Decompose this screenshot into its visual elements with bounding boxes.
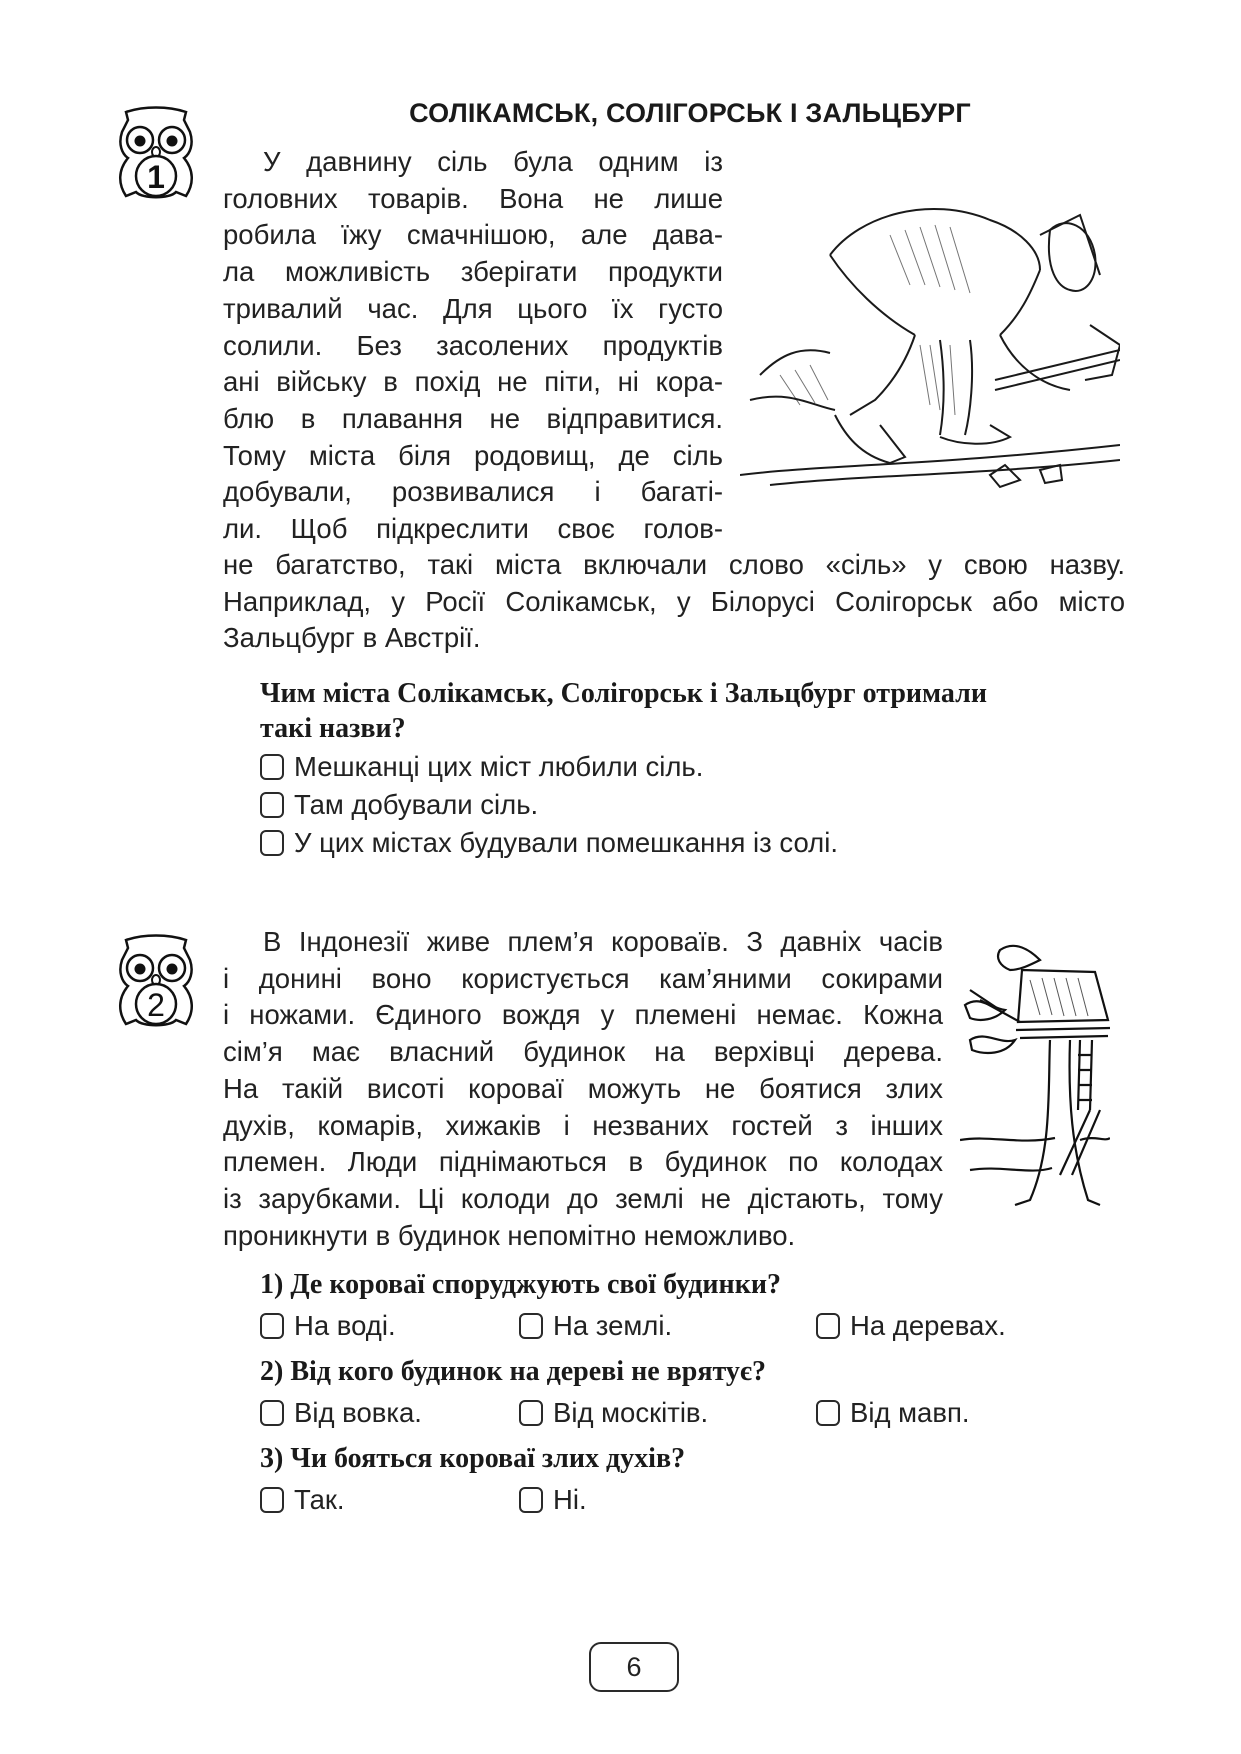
- question-line: Чим міста Солікамськ, Солігорськ і Зальцбург отримали: [260, 678, 987, 709]
- text-line: сім’я має власний будинок на верхівці дерева.: [223, 1036, 943, 1068]
- checkbox[interactable]: [260, 1400, 284, 1426]
- text-line: солили. Без засолених продуктів: [223, 329, 723, 361]
- text-line: головних товарів. Вона не лише: [223, 182, 723, 214]
- checkbox[interactable]: [260, 792, 284, 818]
- task-1-option-1[interactable]: [260, 751, 703, 783]
- text-line: добували, розвивалися і багаті-: [223, 476, 723, 508]
- task-2-q1-option-1[interactable]: [260, 1310, 396, 1342]
- text-line: робила їжу смачнішою, але дава-: [223, 219, 723, 251]
- owl-number-2-icon: [114, 932, 198, 1030]
- text-line: В Індонезії живе плем’я короваїв. З давніх часів: [263, 926, 943, 957]
- text-line: ла можливість зберігати продукти: [223, 256, 723, 288]
- checkbox[interactable]: [816, 1400, 840, 1426]
- task-2-q3-option-2[interactable]: [519, 1484, 587, 1516]
- text-line: блю в плавання не відправитися.: [223, 402, 723, 434]
- option-label: Так.: [294, 1484, 345, 1515]
- question-line: такі назви?: [260, 713, 406, 744]
- tree-house-illustration: [960, 930, 1110, 1220]
- task-2-question-2: 2) Від кого будинок на дереві не врятує?: [260, 1356, 766, 1387]
- text-line: не багатство, такі міста включали слово «сіль» у свою назву.: [223, 549, 1125, 580]
- checkbox[interactable]: [260, 754, 284, 780]
- checkbox[interactable]: [519, 1313, 543, 1339]
- owl-icon: [114, 104, 198, 202]
- svg-text:2: 2: [147, 987, 165, 1023]
- checkbox[interactable]: [519, 1487, 543, 1513]
- option-label: На деревах.: [850, 1310, 1006, 1341]
- task-1-option-2[interactable]: [260, 789, 538, 821]
- text-line: і ножами. Єдиного вождя у племені немає. Кожна: [223, 999, 943, 1031]
- page-number-value: 6: [626, 1651, 642, 1682]
- task-2-question-1: 1) Де короваї споруджують свої будинки?: [260, 1269, 781, 1300]
- option-label: У цих містах будували помешкання із солі.: [294, 827, 838, 858]
- task-2-q1-option-2[interactable]: [519, 1310, 672, 1342]
- svg-text:1: 1: [147, 159, 165, 195]
- task-1-question: [260, 676, 1140, 746]
- task-2-question-3: 3) Чи бояться короваї злих духів?: [260, 1443, 686, 1474]
- page-number: [589, 1642, 679, 1692]
- text-line: Тому міста біля родовищ, де сіль: [223, 439, 723, 471]
- text-line: У давнину сіль була одним із: [263, 146, 723, 177]
- text-line: духів, комарів, хижаків і незваних гостей з інших: [223, 1109, 943, 1141]
- text-line: із зарубками. Ці колоди до землі не дістають, тому: [223, 1182, 943, 1214]
- option-label: Там добували сіль.: [294, 789, 539, 820]
- text-line: Наприклад, у Росії Солікамськ, у Білорусі Солігорськ або місто: [223, 585, 1125, 617]
- owl-number-1-icon: [114, 104, 198, 202]
- checkbox[interactable]: [260, 1487, 284, 1513]
- task-2-q3-option-1[interactable]: [260, 1484, 345, 1516]
- page-title: СОЛІКАМСЬК, СОЛІГОРСЬК І ЗАЛЬЦБУРГ: [409, 98, 971, 128]
- checkbox[interactable]: [260, 1313, 284, 1339]
- text-line: і донині воно користується кам’яними сокирами: [223, 962, 943, 994]
- text-line: тривалий час. Для цього їх густо: [223, 292, 723, 324]
- task-1-option-3[interactable]: [260, 827, 838, 859]
- option-label: На воді.: [294, 1310, 396, 1341]
- text-line: На такій висоті коровaї можуть не боятися злих: [223, 1072, 943, 1104]
- text-line: ані війську в похід не піти, ні кора-: [223, 366, 723, 398]
- checkbox[interactable]: [519, 1400, 543, 1426]
- task-2-text: [223, 924, 943, 1254]
- task-2-q2-option-3[interactable]: [816, 1397, 969, 1429]
- option-label: Від вовка.: [294, 1397, 422, 1428]
- option-label: Від москітів.: [553, 1397, 709, 1428]
- tree-house-drawing-icon: [960, 930, 1110, 1220]
- task-2-q2-option-1[interactable]: [260, 1397, 422, 1429]
- task-2-q2-option-2[interactable]: [519, 1397, 708, 1429]
- owl-icon: [114, 932, 198, 1030]
- salt-miner-illustration: [740, 175, 1120, 495]
- task-2-q1-option-3[interactable]: [816, 1310, 1006, 1342]
- checkbox[interactable]: [816, 1313, 840, 1339]
- text-line: ли. Щоб підкреслити своє голов-: [223, 513, 723, 545]
- text-line: племен. Люди піднімаються в будинок по колодах: [223, 1146, 943, 1178]
- miner-drawing-icon: [740, 175, 1120, 495]
- option-label: Мешканці цих міст любили сіль.: [294, 751, 704, 782]
- option-label: Від мавп.: [850, 1397, 970, 1428]
- text-line: Зальцбург в Австрії.: [223, 622, 481, 654]
- text-line: проникнути в будинок непомітно неможливо.: [223, 1219, 796, 1251]
- task-1-text-wrapped: [223, 144, 723, 548]
- checkbox[interactable]: [260, 830, 284, 856]
- option-label: На землі.: [553, 1310, 673, 1341]
- option-label: Ні.: [553, 1484, 587, 1515]
- task-1-text-full: [223, 547, 1125, 657]
